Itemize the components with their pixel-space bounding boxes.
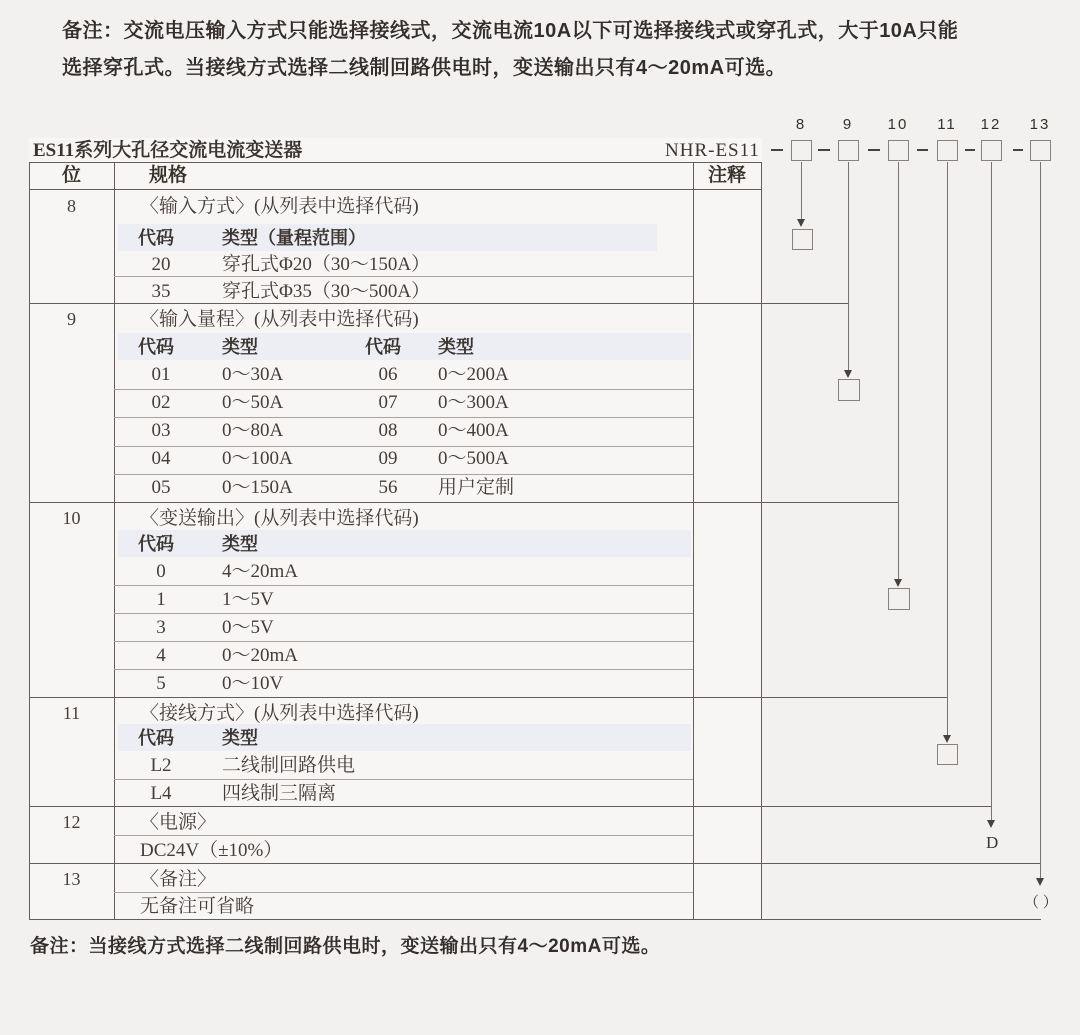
leader-line-8 [801,162,802,219]
drop-box-10 [888,588,910,610]
section-9-position: 9 [67,309,76,329]
section-9-title: 〈输入量程〉(从列表中选择代码) [140,309,419,330]
section-9-subheader-type1: 类型 [222,337,258,357]
type-cell: 用户定制 [438,477,515,498]
header-spec: 规格 [149,165,188,186]
code-cell: 56 [378,477,398,498]
section-11-subheader-band [118,724,691,751]
leader-line-10 [898,162,899,579]
code-slot-9 [838,140,859,161]
digit-label-12: 12 [980,116,1002,133]
code-cell: 35 [151,281,171,302]
digit-label-11: 11 [937,116,957,133]
row-separator [114,892,693,893]
section-10-subheader-band [118,530,691,557]
drop-box-8 [792,229,813,250]
type-cell: 0～100A [222,448,293,469]
bottom-note: 备注：当接线方式选择二线制回路供电时，变送输出只有4～20mA可选。 [30,936,661,957]
dash-separator [818,149,830,151]
row-separator [114,613,693,614]
code-cell: 0 [156,561,166,582]
section-11-subheader-code: 代码 [138,728,174,748]
leader-line-9 [848,162,849,370]
type-cell: 0～150A [222,477,293,498]
code-cell: 02 [151,392,171,413]
code-cell: 20 [151,254,171,275]
arrowhead-11 [943,735,951,743]
code-cell: 03 [151,420,171,441]
row-separator [114,835,693,836]
section-13-position: 13 [62,869,81,889]
section-9-subheader-code1: 代码 [138,337,174,357]
table-title: ES11系列大孔径交流电流变送器 [33,140,303,161]
code-cell: 01 [151,364,171,385]
row-separator [114,669,693,670]
section-9-subheader-type2: 类型 [438,337,474,357]
row-separator [114,446,693,447]
section-10-title: 〈变送输出〉(从列表中选择代码) [140,508,419,529]
type-cell: 0～50A [222,392,284,413]
section-11-position: 11 [62,703,81,723]
digit-label-13: 13 [1029,116,1051,133]
code-cell: 05 [151,477,171,498]
code-cell: 3 [156,617,166,638]
section-10-subheader-type: 类型 [222,534,258,554]
digit-label-10: 10 [887,116,909,133]
section-8-subheader-code: 代码 [138,228,174,248]
model-code: NHR-ES11 [665,140,760,161]
arrowhead-13 [1036,878,1044,886]
row-separator [114,779,693,780]
dash-separator [965,149,975,151]
type-cell: 0～5V [222,617,274,638]
row-border-13 [29,863,1041,864]
code-cell: 5 [156,673,166,694]
type-cell: 4～20mA [222,561,299,582]
type-cell: 0～10V [222,673,284,694]
type-cell: 0～20mA [222,645,299,666]
arrowhead-10 [894,579,902,587]
code-cell: 09 [378,448,398,469]
code-slot-12 [981,140,1002,161]
type-cell: 0～300A [438,392,509,413]
section-11-subheader-type: 类型 [222,728,258,748]
power-fixed-code: D [986,833,999,852]
type-cell: 0～200A [438,364,509,385]
spec-value: 无备注可省略 [140,896,255,917]
code-cell: 1 [156,589,166,610]
code-cell: 04 [151,448,171,469]
type-cell: 0～80A [222,420,284,441]
spec-value: DC24V（±10%） [140,840,283,861]
code-cell: L2 [150,755,172,776]
section-9-subheader-band [118,333,691,360]
type-cell: 穿孔式Φ35（30～500A） [222,281,431,302]
code-cell: 06 [378,364,398,385]
row-separator [114,276,693,277]
leader-line-12 [991,162,992,820]
header-row-border [29,189,762,190]
drop-box-9 [838,379,860,401]
row-separator [114,474,693,475]
type-cell: 0～30A [222,364,284,385]
header-position: 位 [61,165,81,186]
type-cell: 穿孔式Φ20（30～150A） [222,254,431,275]
section-9-subheader-code2: 代码 [365,337,401,357]
type-cell: 1～5V [222,589,274,610]
code-slot-8 [791,140,812,161]
row-border-10 [29,502,899,503]
digit-label-9: 9 [842,116,854,133]
type-cell: 0～400A [438,420,509,441]
dash-separator [1013,149,1023,151]
code-cell: 4 [156,645,166,666]
code-slot-11 [937,140,958,161]
section-11-title: 〈接线方式〉(从列表中选择代码) [140,703,419,724]
section-12-title: 〈电源〉 [140,812,217,833]
row-separator [114,641,693,642]
table-border-top [29,162,762,163]
dash-separator [917,149,928,151]
dash-separator [868,149,880,151]
code-slot-13 [1030,140,1051,161]
code-cell: 07 [378,392,398,413]
type-cell: 四线制三隔离 [222,783,337,804]
arrowhead-8 [797,219,805,227]
section-8-position: 8 [67,196,76,216]
row-separator [114,389,693,390]
section-10-position: 10 [62,508,81,528]
arrowhead-9 [844,370,852,378]
section-8-subheader-band [118,224,657,251]
type-cell: 二线制回路供电 [222,755,356,776]
arrowhead-12 [987,820,995,828]
row-separator [114,417,693,418]
top-note-line1: 备注：交流电压输入方式只能选择接线式，交流电流10A以下可选择接线式或穿孔式，大于10A只能 [62,20,959,42]
digit-label-8: 8 [795,116,807,133]
dash-separator [771,149,783,151]
table-border-right [761,162,762,920]
section-13-title: 〈备注〉 [140,869,217,890]
section-10-subheader-code: 代码 [138,534,174,554]
code-slot-10 [888,140,909,161]
drop-box-11 [937,744,958,765]
table-border-left [29,162,30,920]
row-border-12 [29,806,992,807]
section-8-subheader-type: 类型（量程范围） [222,228,366,248]
section-12-position: 12 [62,812,81,832]
code-cell: 08 [378,420,398,441]
header-note: 注释 [707,165,746,186]
type-cell: 0～500A [438,448,509,469]
row-border-9 [29,303,849,304]
leader-line-13 [1040,162,1041,878]
table-border-bottom [29,919,1041,920]
remark-placeholder: （ ） [1024,895,1058,911]
code-cell: L4 [150,783,172,804]
row-separator [114,585,693,586]
row-border-11 [29,697,948,698]
leader-line-11 [947,162,948,735]
col-divider-spec-note [693,162,694,920]
top-note-line2: 选择穿孔式。当接线方式选择二线制回路供电时，变送输出只有4～20mA可选。 [62,57,787,79]
section-8-title: 〈输入方式〉(从列表中选择代码) [140,196,419,217]
